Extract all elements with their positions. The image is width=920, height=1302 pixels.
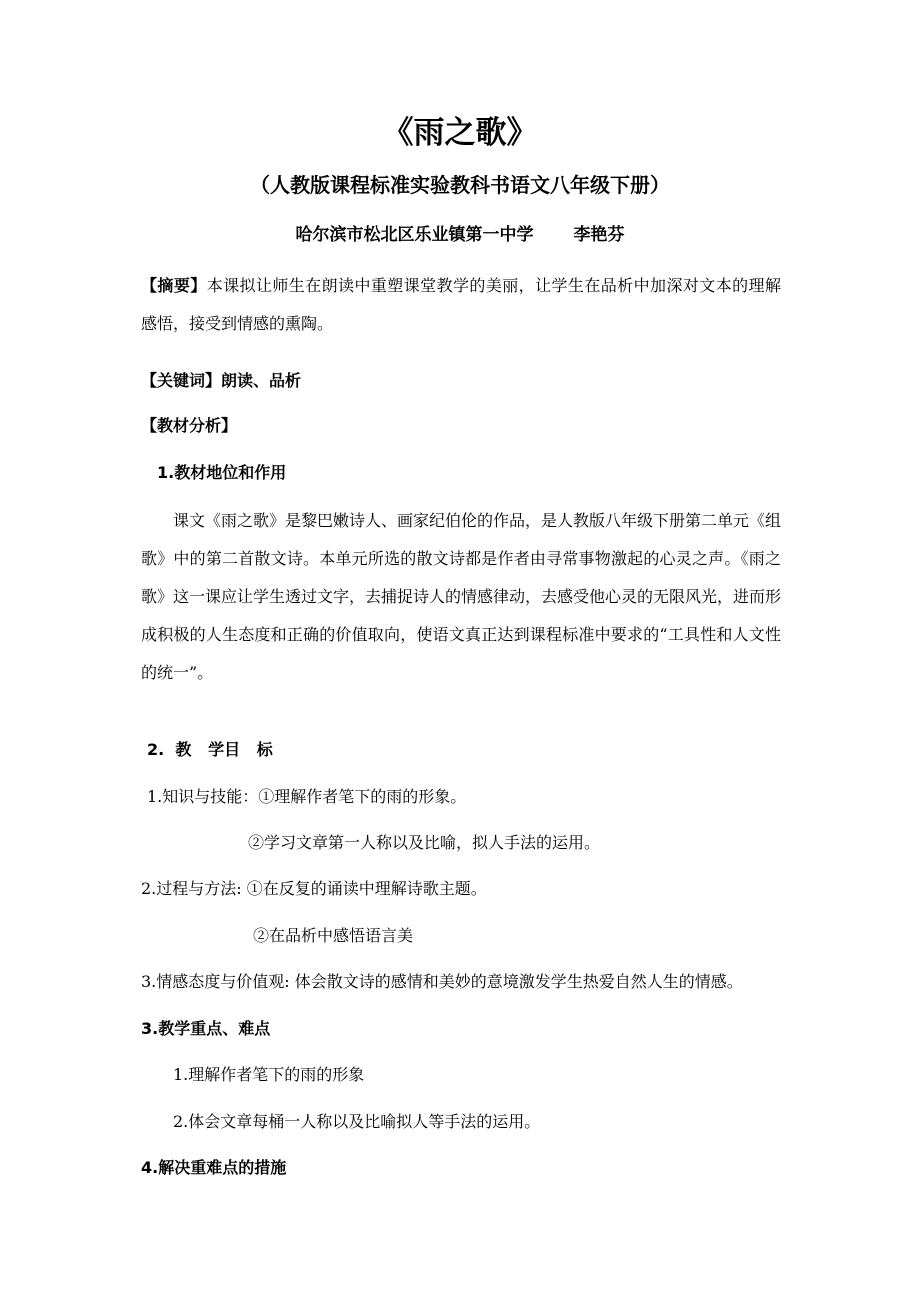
keywords-text: 朗读、品析 (221, 371, 302, 390)
key-point-2: 2.体会文章每桶一人称以及比喻拟人等手法的运用。 (173, 1112, 541, 1131)
keywords-label: 【关键词】 (141, 371, 222, 390)
section-1-paragraph: 课文《雨之歌》是黎巴嫩诗人、画家纪伯伦的作品，是人教版八年级下册第二单元《组歌》中的第二首散文诗。本单元所选的散文诗都是作者由寻常事物激起的心灵之声。《雨之歌》这一课应让学生透过文字，去捕捉诗人的情感律动，去感受他心灵的无限风光，进而形成积极的人生态度和正确的价值取向，使语文真正达到课程标准中要求的“工具性和人文性的统一”。 (141, 511, 782, 682)
goal-1-line-b: ②学习文章第一人称以及比喻，拟人手法的运用。 (248, 833, 601, 852)
author-line (0, 222, 920, 248)
analysis-heading: 【教材分析】 (141, 416, 238, 435)
section-4-heading: 4.解决重难点的措施 (141, 1158, 287, 1177)
key-point-1: 1.理解作者笔下的雨的形象 (173, 1065, 365, 1084)
keywords-line (141, 370, 301, 392)
document-title: 《雨之歌》 (382, 115, 538, 151)
goal-2-line-a: 2.过程与方法: ①在反复的诵读中理解诗歌主题。 (141, 879, 487, 898)
goal-2-line-b: ②在品析中感悟语言美 (253, 926, 414, 945)
section-3-heading: 3.教学重点、难点 (141, 1019, 271, 1038)
goal-3-line: 3.情感态度与价值观: 体会散文诗的感情和美妙的意境激发学生热爱自然人生的情感。 (141, 972, 743, 991)
section-2-heading: 2. 教 学目 标 (147, 740, 273, 759)
abstract-label: 【摘要】 (141, 276, 207, 295)
author-name: 李艳芬 (573, 225, 625, 245)
goal-1-line-a: 1.知识与技能：①理解作者笔下的雨的形象。 (147, 787, 467, 806)
document-subtitle: （人教版课程标准实验教科书语文八年级下册） (250, 173, 670, 197)
abstract-text: 本课拟让师生在朗读中重塑课堂教学的美丽，让学生在品析中加深对文本的理解感悟，接受到情感的熏陶。 (141, 276, 781, 333)
abstract-paragraph (141, 267, 781, 343)
school-name: 哈尔滨市松北区乐业镇第一中学 (295, 225, 534, 245)
section-1-heading: 1.教材地位和作用 (157, 463, 287, 482)
